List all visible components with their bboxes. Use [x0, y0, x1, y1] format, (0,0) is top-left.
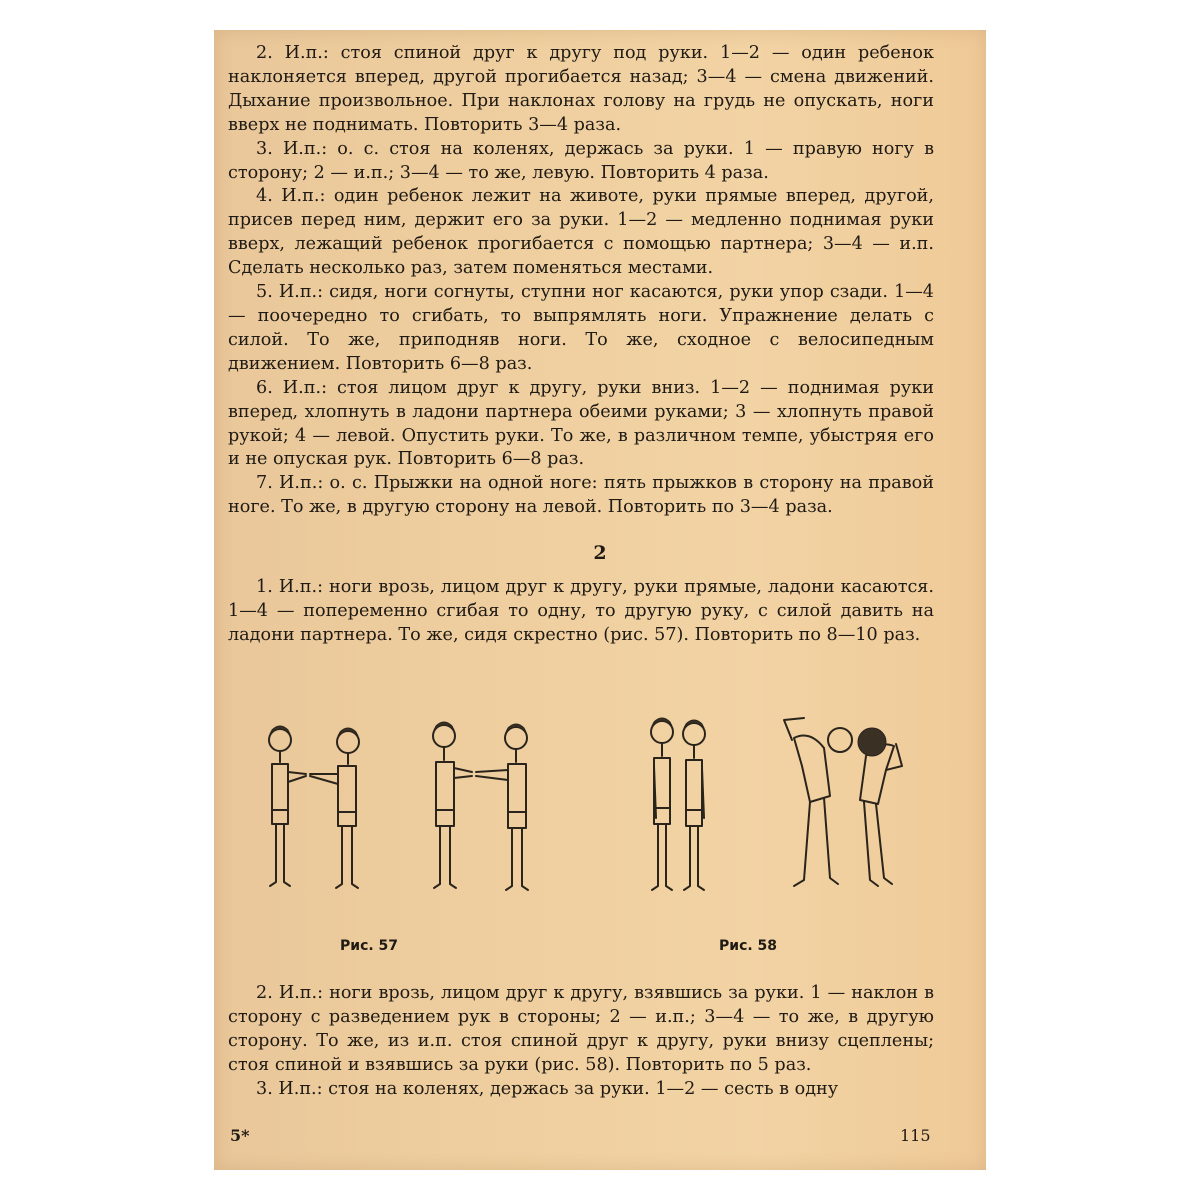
- exercise-paragraph: 7. И.п.: о. с. Прыжки на одной ноге: пять прыжков в сторону на правой ноге. То же, в другую сторону на левой. Повторить по 3—4 раза.: [228, 473, 934, 518]
- exercise-paragraph: 2. И.п.: ноги врозь, лицом друг к другу, взявшись за руки. 1 — наклон в сторону с разведением рук в стороны; 2 — и.п.; 3—4 — то же, в другую сторону. То же, из и.п. стоя спиной друг к другу, руки внизу сцеплены; стоя спиной и взявшись за руки (рис. 58). Повторить по 5 раз.: [228, 983, 934, 1075]
- exercise-paragraph: 3. И.п.: стоя на коленях, держась за руки. 1—2 — сесть в одну: [256, 1078, 839, 1099]
- child-figure: [784, 718, 852, 886]
- child-figure: [269, 726, 306, 886]
- book-page: [214, 30, 986, 1170]
- child-figure: [433, 722, 472, 888]
- exercise-list-3: [228, 982, 934, 1102]
- exercise-paragraph: 3. И.п.: о. с. стоя на коленях, держась за руки. 1 — правую ногу в сторону; 2 — и.п.; 3—4 — то же, левую. Повторить 4 раза.: [228, 138, 934, 183]
- exercise-paragraph: 5. И.п.: сидя, ноги согнуты, ступни ног касаются, руки упор сзади. 1—4 — поочередно то сгибать, то выпрямлять ноги. Упражнение делать с силой. То же, приподняв ноги. То же, сходное с велосипедным движением. Повторить 6—8 раз.: [228, 282, 934, 374]
- child-figure: [476, 724, 528, 890]
- exercise-paragraph: 6. И.п.: стоя лицом друг к другу, руки вниз. 1—2 — поднимая руки вперед, хлопнуть в ладони партнера обеими руками; 3 — хлопнуть правой рукой; 4 — левой. Опустить руки. То же, в различном темпе, убыстряя его и не опуская рук. Повторить 6—8 раз.: [228, 377, 934, 470]
- child-figure: [683, 720, 705, 890]
- figure-57-illustration: [258, 710, 558, 910]
- exercise-list-1: [228, 42, 934, 520]
- exercise-paragraph: 4. И.п.: один ребенок лежит на животе, руки прямые вперед, другой, присев перед ним, держит его за руки. 1—2 — медленно поднимая руки вверх, лежащий ребенок прогибается с помощью партнера; 3—4 — и.п. Сделать несколько раз, затем поменяться местами.: [228, 186, 934, 279]
- printer-signature: 5*: [230, 1126, 250, 1145]
- exercise-list-2: [228, 576, 934, 648]
- child-figure: [651, 718, 673, 890]
- child-figure: [310, 728, 359, 888]
- child-figure: [858, 728, 902, 886]
- exercise-paragraph: 1. И.п.: ноги врозь, лицом друг к другу, руки прямые, ладони касаются. 1—4 — попеременно сгибая то одну, то другую руку, с силой давить на ладони партнера. То же, сидя скрестно (рис. 57). Повторить по 8—10 раз.: [228, 577, 934, 645]
- exercise-paragraph: 2. И.п.: стоя спиной друг к другу под руки. 1—2 — один ребенок наклоняется вперед, другой прогибается назад; 3—4 — смена движений. Дыхание произвольное. При наклонах голову на грудь не опускать, ноги вверх не поднимать. Повторить 3—4 раза.: [228, 43, 934, 135]
- figure-57-caption: Рис. 57: [340, 938, 399, 954]
- section-number: 2: [593, 542, 607, 564]
- figure-58-illustration: [634, 710, 934, 910]
- page-number: 115: [900, 1126, 931, 1145]
- figure-58-caption: Рис. 58: [719, 938, 778, 954]
